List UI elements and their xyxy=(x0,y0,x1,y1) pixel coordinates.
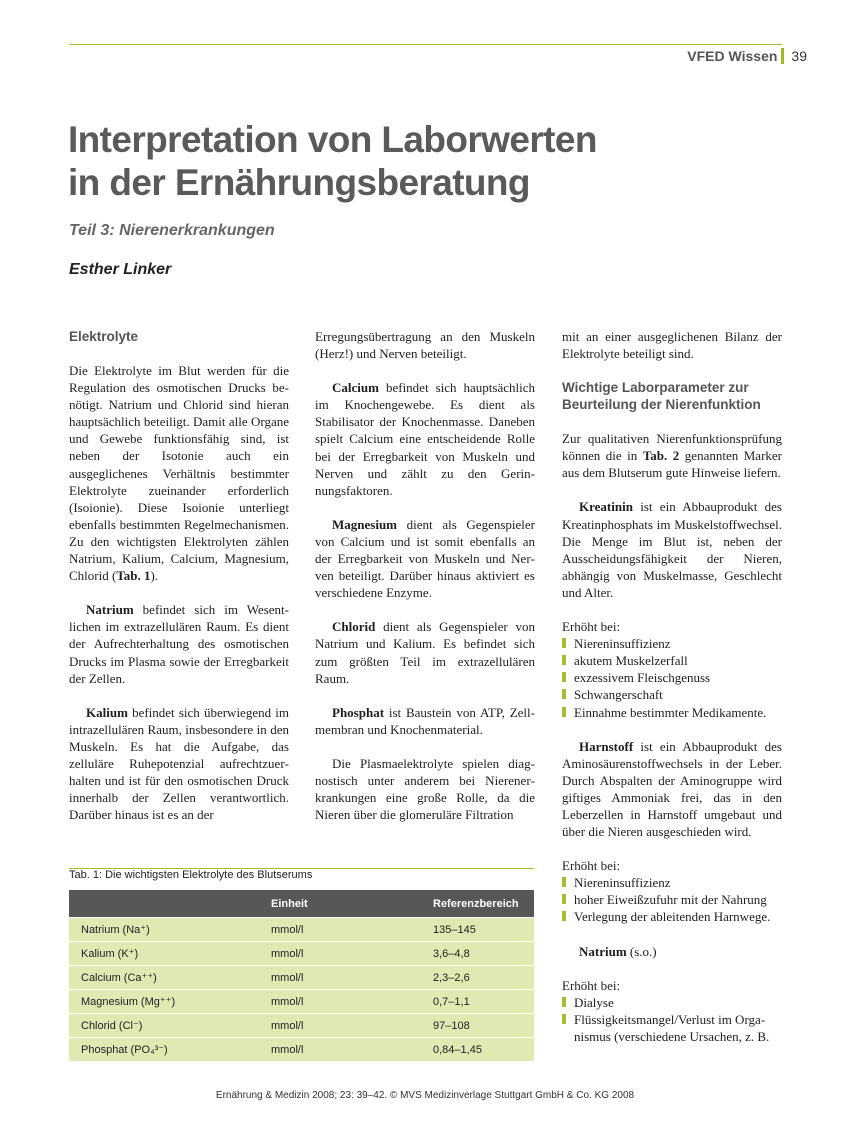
table-row xyxy=(69,918,534,942)
table-cell: 3,6–4,8 xyxy=(433,942,534,966)
footer-citation: Ernährung & Medizin 2008; 23: 39–42. © MVS Medizinverlage Stuttgart GmbH & Co. KG 2008 xyxy=(215,1090,635,1101)
table-reference: Tab. 1 xyxy=(116,568,151,584)
table-header-cell xyxy=(69,890,271,918)
paragraph-text: befindet sich im Wesentlichen im extrazellulären Raum. Es dient der Aufrechterhaltung des osmotischen Drucks im Plasma sowie der Erregbarkeit der Zellen. xyxy=(69,602,289,686)
term-magnesium: Magnesium xyxy=(332,516,397,532)
list-item: Niereninsuffizienz xyxy=(562,635,782,652)
paragraph-text: Die Elektrolyte im Blut werden für die Regulation des osmotischen Drucks benötigt. Natrium und Chlorid sind hieran hauptsächlich beteiligt. Damit alle Organe und Gewebe funktionsfähig sind, ist neben der Isotonie auch ein ausgeglichenes Verhältnis bestimmter Elektrolyte zueinander erforderlich (Isoionie). Diese Isoionie unterliegt ebenfalls bestimmten Regelmechanismen. Zu den wichtigsten Elektrolyten zählen Natrium, Kalium, Calcium, Magnesium, Chlorid ( xyxy=(69,363,289,584)
article-subtitle: Teil 3: Nierenerkrankungen xyxy=(69,222,275,239)
paragraph-text: dient als Gegenspieler von Natrium und Kalium. Es befindet sich zum größten Teil im extrazellulären Raum. xyxy=(315,619,535,686)
paragraph-text: ist ein Abbauprodukt des Kreatinphosphats im Muskelstoffwechsel. Die Menge im Blut ist, neben der Ausscheidungsfähigkeit der Nieren, abhängig von Muskelmasse, Geschlecht und Alter. xyxy=(562,499,782,600)
paragraph-continuation: mit an einer ausgeglichenen Bilanz der Elektrolyte beteiligt sind. xyxy=(562,329,782,362)
paragraph-plasmaelektrolyte: Die Plasmaelektrolyte spielen diagnostisch unter anderem bei Nierenerkrankungen eine große Rolle, da die Nieren über die glomeruläre Filtration xyxy=(315,755,535,823)
table-header-cell: Einheit xyxy=(271,890,433,918)
label-erhoeht-bei: Erhöht bei: xyxy=(562,977,621,993)
table-row xyxy=(69,1038,534,1062)
running-head xyxy=(687,46,807,66)
table-cell: mmol/l xyxy=(271,1038,433,1062)
paragraph-text: Zur qualitativen Nierenfunktionsprüfung können die in xyxy=(562,431,782,464)
table-row xyxy=(69,942,534,966)
bullet-list-natrium xyxy=(562,994,782,1045)
paragraph-kreatinin xyxy=(562,498,782,601)
title-line-2: in der Ernährungsberatung xyxy=(68,162,530,203)
journal-name: VFED Wissen xyxy=(687,48,778,64)
text-column-3 xyxy=(562,328,782,1062)
list-item: Einnahme bestimmter Medikamente. xyxy=(562,704,782,721)
term-natrium: Natrium xyxy=(86,602,134,618)
list-item: exzessivem Fleischgenuss xyxy=(562,669,782,686)
term-calcium: Calcium xyxy=(332,380,379,396)
header-rule xyxy=(69,44,782,45)
paragraph-phosphat xyxy=(315,704,535,738)
paragraph-harnstoff xyxy=(562,738,782,841)
accent-bar xyxy=(781,48,784,64)
list-item: hoher Eiweißzufuhr mit der Nahrung xyxy=(562,891,782,908)
label-erhoeht-bei: Erhöht bei: xyxy=(562,619,621,635)
paragraph-natrium-ref xyxy=(562,943,782,960)
list-item: Dialyse xyxy=(562,994,782,1011)
paragraph-text: ist ein Abbauprodukt des Aminosäurenstoffwechsels in der Leber. Durch Abspalten der Aminogruppe wird giftiges Ammoniak frei, das in den Leberzellen in Harnstoff umgebaut und über die Nieren ausgeschieden wird. xyxy=(562,738,782,840)
electrolytes-table xyxy=(69,890,534,1061)
table-cell: mmol/l xyxy=(271,1014,433,1038)
table-cell: 0,7–1,1 xyxy=(433,990,534,1014)
term-natrium: Natrium xyxy=(579,943,627,959)
paragraph-continuation: Erregungsübertragung an den Muskeln (Herz!) und Nerven beteiligt. xyxy=(315,329,535,362)
title-line-1: Interpretation von Laborwerten xyxy=(68,119,597,160)
paragraph-intro xyxy=(562,430,782,481)
paragraph-calcium xyxy=(315,379,535,499)
page-number: 39 xyxy=(791,48,807,64)
list-item: Niereninsuffizienz xyxy=(562,874,782,891)
label-erhoeht-bei: Erhöht bei: xyxy=(562,858,621,874)
article-author: Esther Linker xyxy=(69,261,172,278)
text-column-2 xyxy=(315,328,535,823)
paragraph-chlorid xyxy=(315,618,535,686)
table-caption: Tab. 1: Die wichtigsten Elektrolyte des Blutserums xyxy=(69,869,313,881)
table-row xyxy=(69,1014,534,1038)
table-cell: Chlorid (Cl⁻) xyxy=(69,1014,271,1038)
term-kalium: Kalium xyxy=(86,704,128,720)
article-title xyxy=(68,118,597,204)
list-item: Schwangerschaft xyxy=(562,686,782,703)
table-header-cell: Referenzbereich xyxy=(433,890,534,918)
table-reference: Tab. 2 xyxy=(642,448,680,464)
table-row xyxy=(69,990,534,1014)
term-harnstoff: Harnstoff xyxy=(579,738,634,754)
term-kreatinin: Kreatinin xyxy=(579,499,633,515)
paragraph-text: genannten Marker aus dem Blutserum gute Hinweise liefern. xyxy=(562,448,783,481)
table-header-row xyxy=(69,890,534,918)
table-cell: mmol/l xyxy=(271,942,433,966)
list-item: Flüssigkeitsmangel/Verlust im Organismus (verschiedene Ursachen, z. B. xyxy=(562,1011,782,1045)
table-cell: mmol/l xyxy=(271,966,433,990)
paragraph-magnesium xyxy=(315,516,535,601)
paragraph-text: (s.o.) xyxy=(626,943,657,959)
paragraph-text: dient als Gegenspieler von Calcium und ist somit ebenfalls an der Erregbarkeit von Muskeln und Nerven beteiligt. Darüber hinaus aktiviert es verschiedene Enzyme. xyxy=(315,516,535,601)
table-cell: Natrium (Na⁺) xyxy=(69,918,271,942)
table-cell: mmol/l xyxy=(271,990,433,1014)
text-column-1 xyxy=(69,328,289,823)
paragraph-text: ). xyxy=(150,568,159,584)
bullet-list-kreatinin xyxy=(562,635,782,720)
list-item: akutem Muskelzerfall xyxy=(562,652,782,669)
table-cell: Phosphat (PO₄³⁻) xyxy=(69,1038,271,1062)
table-cell: Kalium (K⁺) xyxy=(69,942,271,966)
paragraph-elektrolyte-intro xyxy=(69,362,289,584)
bullet-list-harnstoff xyxy=(562,874,782,925)
table-cell: 2,3–2,6 xyxy=(433,966,534,990)
table-cell: Calcium (Ca⁺⁺) xyxy=(69,966,271,990)
paragraph-text: ist Baustein von ATP, Zellmembran und Knochenmaterial. xyxy=(315,704,535,737)
table-cell: 97–108 xyxy=(433,1014,534,1038)
term-chlorid: Chlorid xyxy=(332,619,376,635)
table-cell: 135–145 xyxy=(433,918,534,942)
paragraph-text: befindet sich hauptsächlich im Knochengewebe. Es dient als Stabilisator der Knochenmasse. Daneben spielt Calcium eine entscheidende Rolle bei der Erregbarkeit von Muskeln und Nerven und zählt zu den Gerinnungsfaktoren. xyxy=(315,380,535,498)
section-heading-laborparameter: Wichtige Laborparameter zur Beurteilung der Nierenfunktion xyxy=(562,380,761,413)
paragraph-text: befindet sich überwiegend im intrazellulären Raum, insbesondere in den Muskeln. Es hat die Aufgabe, das zelluläre Ruhepotenzial aufrechtzuerhalten und ist für den osmotischen Druck innerhalb der Zellen verantwortlich. Darüber hinaus ist es an der xyxy=(69,704,289,823)
table-cell: Magnesium (Mg⁺⁺) xyxy=(69,990,271,1014)
list-item: Verlegung der ableitenden Harnwege. xyxy=(562,908,782,925)
paragraph-kalium xyxy=(69,704,289,824)
paragraph-natrium xyxy=(69,601,289,686)
table-cell: 0,84–1,45 xyxy=(433,1038,534,1062)
term-phosphat: Phosphat xyxy=(332,704,385,720)
table-row xyxy=(69,966,534,990)
table-cell: mmol/l xyxy=(271,918,433,942)
section-heading-elektrolyte: Elektrolyte xyxy=(69,329,139,344)
